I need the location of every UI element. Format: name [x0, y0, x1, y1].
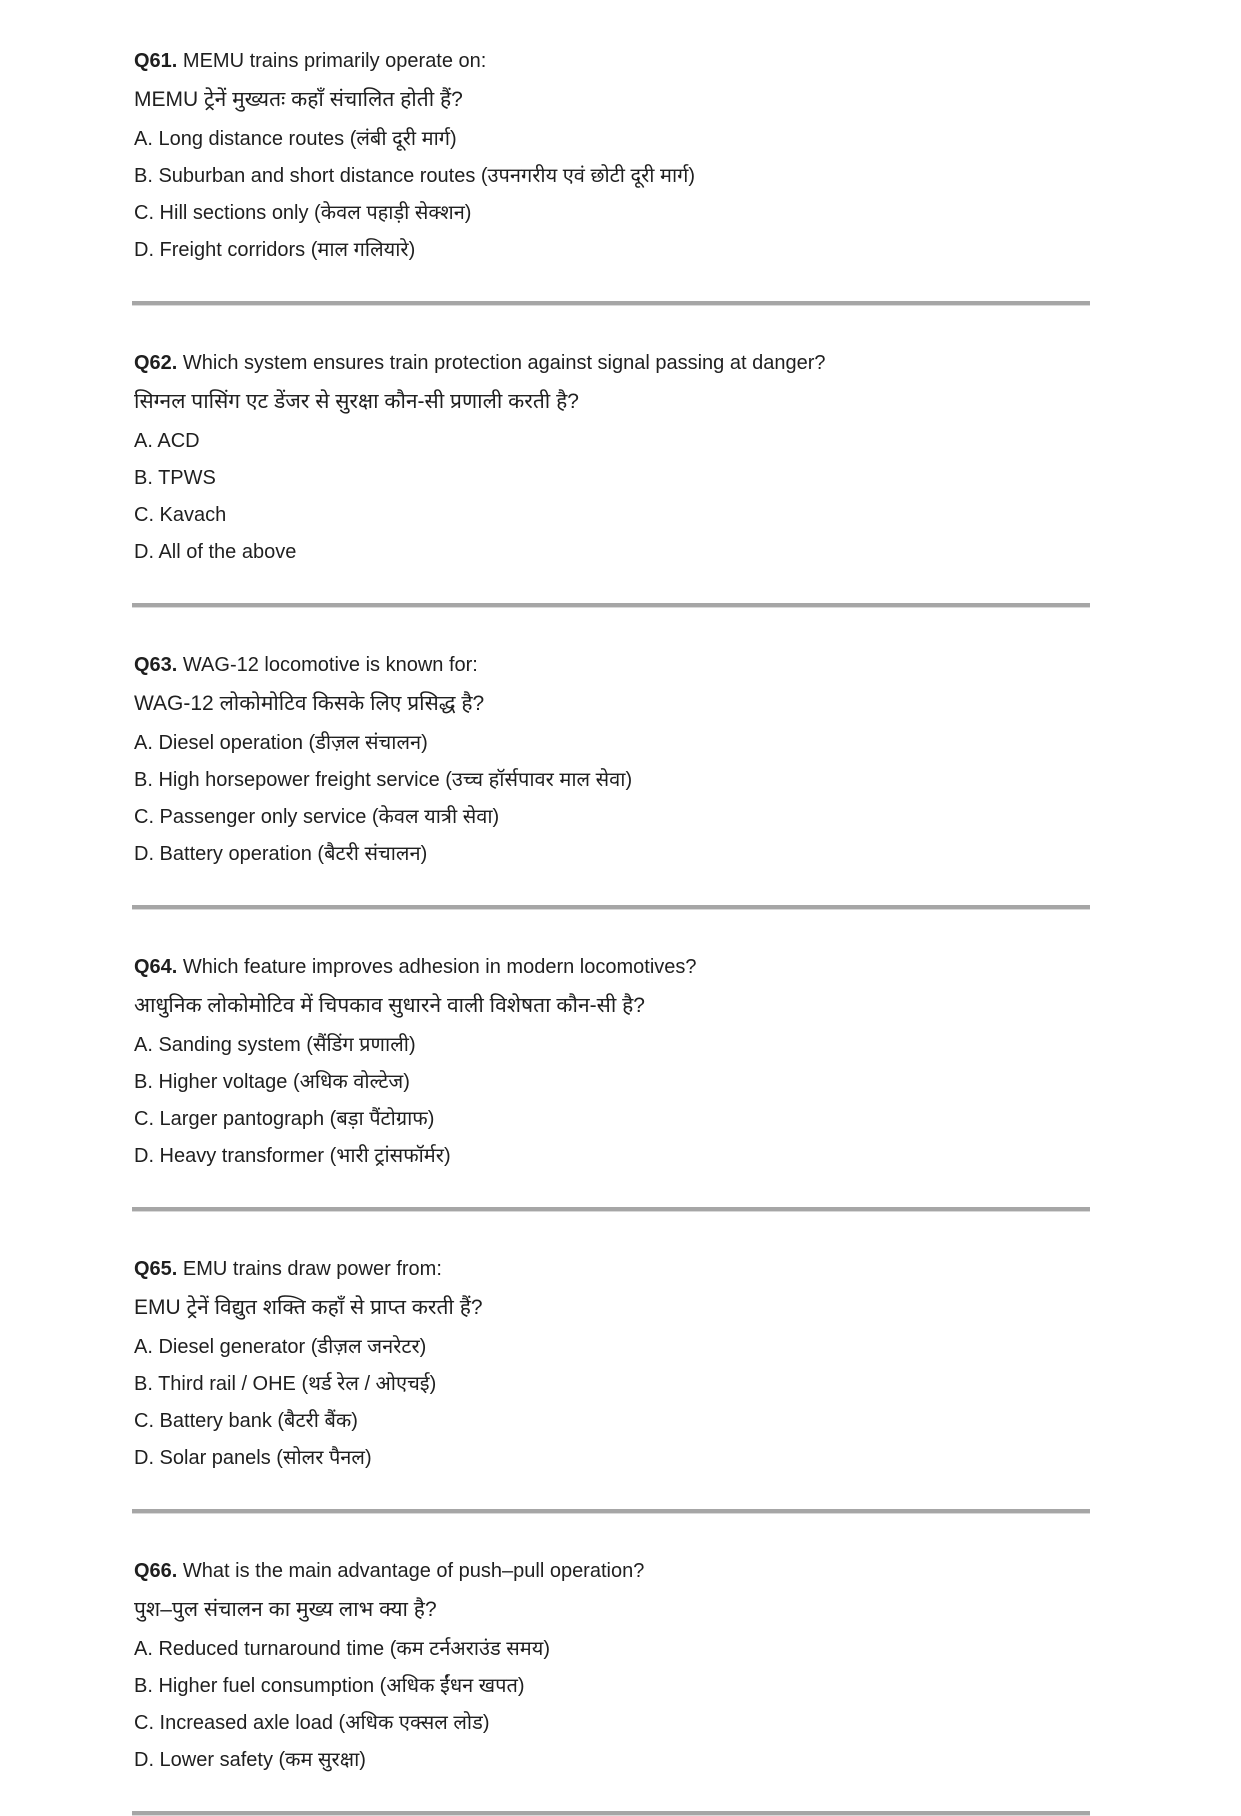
question-block	[134, 952, 1241, 1212]
option-d: D. Heavy transformer (भारी ट्रांसफॉर्मर)	[134, 1145, 451, 1167]
question-line	[134, 650, 1241, 681]
question-text-english: EMU trains draw power from:	[182, 1258, 442, 1280]
question-text-english: WAG-12 locomotive is known for:	[182, 654, 478, 676]
option-a: A. Long distance routes (लंबी दूरी मार्ग)	[134, 128, 457, 150]
question-text-english: Which system ensures train protection against signal passing at danger?	[182, 352, 826, 374]
option-b: B. Suburban and short distance routes (उपनगरीय एवं छोटी दूरी मार्ग)	[134, 165, 696, 187]
question-number: Q65.	[134, 1258, 178, 1280]
option-c: C. Kavach	[134, 504, 227, 526]
option-c: C. Passenger only service (केवल यात्री सेवा)	[134, 806, 500, 828]
section-divider	[132, 603, 1090, 608]
question-line	[134, 1254, 1241, 1285]
option-a: A. Sanding system (सैंडिंग प्रणाली)	[134, 1034, 416, 1056]
option-a: A. ACD	[134, 430, 200, 452]
section-divider	[132, 1509, 1090, 1514]
option-d: D. All of the above	[134, 541, 297, 563]
question-text-hindi: आधुनिक लोकोमोटिव में चिपकाव सुधारने वाली विशेषता कौन-सी है?	[134, 994, 645, 1017]
option-d: D. Lower safety (कम सुरक्षा)	[134, 1749, 366, 1771]
option-a: A. Diesel generator (डीज़ल जनरेटर)	[134, 1336, 427, 1358]
question-text-hindi: EMU ट्रेनें विद्युत शक्ति कहाँ से प्राप्त करती हैं?	[134, 1296, 483, 1319]
question-line	[134, 348, 1241, 379]
question-block	[134, 1254, 1241, 1514]
question-list	[134, 46, 1241, 1816]
question-number: Q66.	[134, 1560, 178, 1582]
question-text-hindi: MEMU ट्रेनें मुख्यतः कहाँ संचालित होती हैं?	[134, 88, 463, 111]
option-d: D. Freight corridors (माल गलियारे)	[134, 239, 416, 261]
option-a: A. Diesel operation (डीज़ल संचालन)	[134, 732, 428, 754]
question-number: Q63.	[134, 654, 178, 676]
section-divider	[132, 301, 1090, 306]
question-text-hindi: पुश–पुल संचालन का मुख्य लाभ क्या है?	[134, 1598, 437, 1621]
option-c: C. Increased axle load (अधिक एक्सल लोड)	[134, 1712, 490, 1734]
option-b: B. Higher fuel consumption (अधिक ईंधन खपत)	[134, 1675, 525, 1697]
question-line	[134, 46, 1241, 77]
section-divider	[132, 1811, 1090, 1816]
question-number: Q62.	[134, 352, 178, 374]
option-b: B. High horsepower freight service (उच्च हॉर्सपावर माल सेवा)	[134, 769, 633, 791]
option-b: B. Higher voltage (अधिक वोल्टेज)	[134, 1071, 410, 1093]
option-b: B. Third rail / OHE (थर्ड रेल / ओएचई)	[134, 1373, 437, 1395]
option-c: C. Battery bank (बैटरी बैंक)	[134, 1410, 358, 1432]
option-d: D. Battery operation (बैटरी संचालन)	[134, 843, 428, 865]
option-c: C. Larger pantograph (बड़ा पैंटोग्राफ)	[134, 1108, 435, 1130]
question-text-english: MEMU trains primarily operate on:	[182, 50, 487, 72]
option-a: A. Reduced turnaround time (कम टर्नअराउंड समय)	[134, 1638, 551, 1660]
option-b: B. TPWS	[134, 467, 216, 489]
question-block	[134, 46, 1241, 306]
question-text-english: What is the main advantage of push–pull operation?	[182, 1560, 645, 1582]
question-line	[134, 1556, 1241, 1587]
question-text-hindi: WAG-12 लोकोमोटिव किसके लिए प्रसिद्ध है?	[134, 692, 485, 715]
question-number: Q61.	[134, 50, 178, 72]
question-line	[134, 952, 1241, 983]
question-text-hindi: सिग्नल पासिंग एट डेंजर से सुरक्षा कौन-सी प्रणाली करती है?	[134, 390, 579, 413]
question-block	[134, 650, 1241, 910]
option-c: C. Hill sections only (केवल पहाड़ी सेक्शन)	[134, 202, 472, 224]
section-divider	[132, 905, 1090, 910]
option-d: D. Solar panels (सोलर पैनल)	[134, 1447, 372, 1469]
question-number: Q64.	[134, 956, 178, 978]
question-block	[134, 348, 1241, 608]
section-divider	[132, 1207, 1090, 1212]
question-text-english: Which feature improves adhesion in modern locomotives?	[182, 956, 697, 978]
question-block	[134, 1556, 1241, 1816]
